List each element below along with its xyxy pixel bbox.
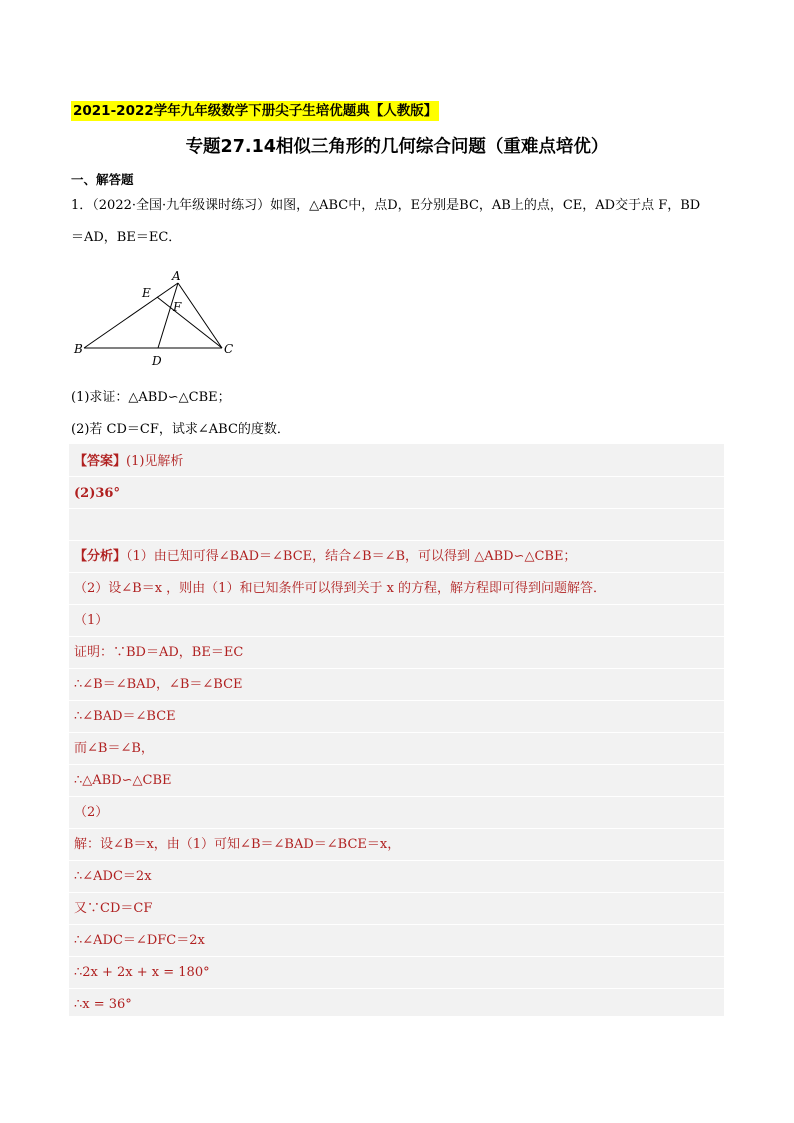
segment-ce — [157, 297, 222, 348]
segment-ad — [158, 283, 178, 348]
row-divider — [69, 828, 724, 829]
proof-line2: ∴∠B＝∠BAD，∠B＝∠BCE — [74, 677, 243, 692]
analysis-line3: （1） — [74, 613, 109, 628]
row-divider — [69, 764, 724, 765]
series-header-tag: 2021-2022学年九年级数学下册尖子生培优题典【人教版】 — [73, 103, 438, 119]
answer-label: 【答案】 — [74, 454, 127, 469]
label-d: D — [152, 354, 162, 368]
answer-part1: (1)见解析 — [126, 454, 184, 469]
section-heading: 一、解答题 — [71, 172, 134, 187]
row-divider — [69, 636, 724, 637]
proof-line1: 证明：∵BD＝AD，BE＝EC — [74, 645, 244, 660]
row-divider — [69, 892, 724, 893]
row-divider — [69, 924, 724, 925]
analysis-label: 【分析】 — [74, 549, 127, 564]
row-divider — [69, 988, 724, 989]
question-text-line2: ＝AD，BE＝EC． — [71, 230, 182, 245]
row-divider — [69, 540, 724, 541]
row-divider — [69, 956, 724, 957]
row-divider — [69, 476, 724, 477]
segment-ab — [84, 283, 178, 348]
label-a: A — [172, 269, 181, 283]
question-text-line1: 1．（2022·全国·九年级课时练习）如图，△ABC中，点D，E分别是BC，AB上的点，CE，AD交于点 F，BD — [71, 198, 701, 213]
question-part2: (2)若 CD＝CF，试求∠ABC的度数． — [71, 422, 290, 437]
analysis-line2: （2）设∠B＝x ，则由（1）和已知条件可以得到关于 x 的方程，解方程即可得到问题解答． — [74, 581, 607, 596]
solution-line4: ∴∠ADC＝∠DFC＝2x — [74, 933, 205, 948]
solution-line2: ∴∠ADC＝2x — [74, 869, 152, 884]
row-divider — [69, 700, 724, 701]
proof-line4: 而∠B＝∠B， — [74, 741, 154, 756]
row-divider — [69, 796, 724, 797]
row-divider — [69, 508, 724, 509]
proof-line3: ∴∠BAD＝∠BCE — [74, 709, 176, 724]
analysis-text-1: （1）由已知可得∠BAD＝∠BCE，结合∠B＝∠B，可以得到 △ABD∽△CBE； — [126, 549, 577, 564]
solution-line3: 又∵CD＝CF — [74, 901, 153, 916]
part2-heading: （2） — [74, 805, 109, 820]
question-part1: (1)求证：△ABD∽△CBE； — [71, 390, 231, 405]
solution-line5: ∴2x + 2x + x = 180° — [74, 965, 210, 980]
segment-ac — [178, 283, 222, 348]
row-divider — [69, 860, 724, 861]
answer-part2: (2)36° — [74, 486, 120, 501]
analysis-line1 — [74, 547, 576, 567]
row-divider — [69, 604, 724, 605]
row-divider — [69, 572, 724, 573]
label-e: E — [142, 286, 151, 300]
triangle-figure — [72, 265, 242, 370]
solution-line6: ∴x = 36° — [74, 997, 132, 1012]
proof-line5: ∴△ABD∽△CBE — [74, 773, 172, 788]
row-divider — [69, 732, 724, 733]
solution-line1: 解：设∠B＝x，由（1）可知∠B＝∠BAD＝∠BCE＝x， — [74, 837, 401, 852]
page-title: 专题27.14相似三角形的几何综合问题（重难点培优） — [185, 137, 609, 157]
answer-line1 — [74, 452, 183, 472]
label-c: C — [224, 342, 234, 356]
label-f: F — [173, 300, 182, 314]
row-divider — [69, 668, 724, 669]
label-b: B — [74, 342, 83, 356]
